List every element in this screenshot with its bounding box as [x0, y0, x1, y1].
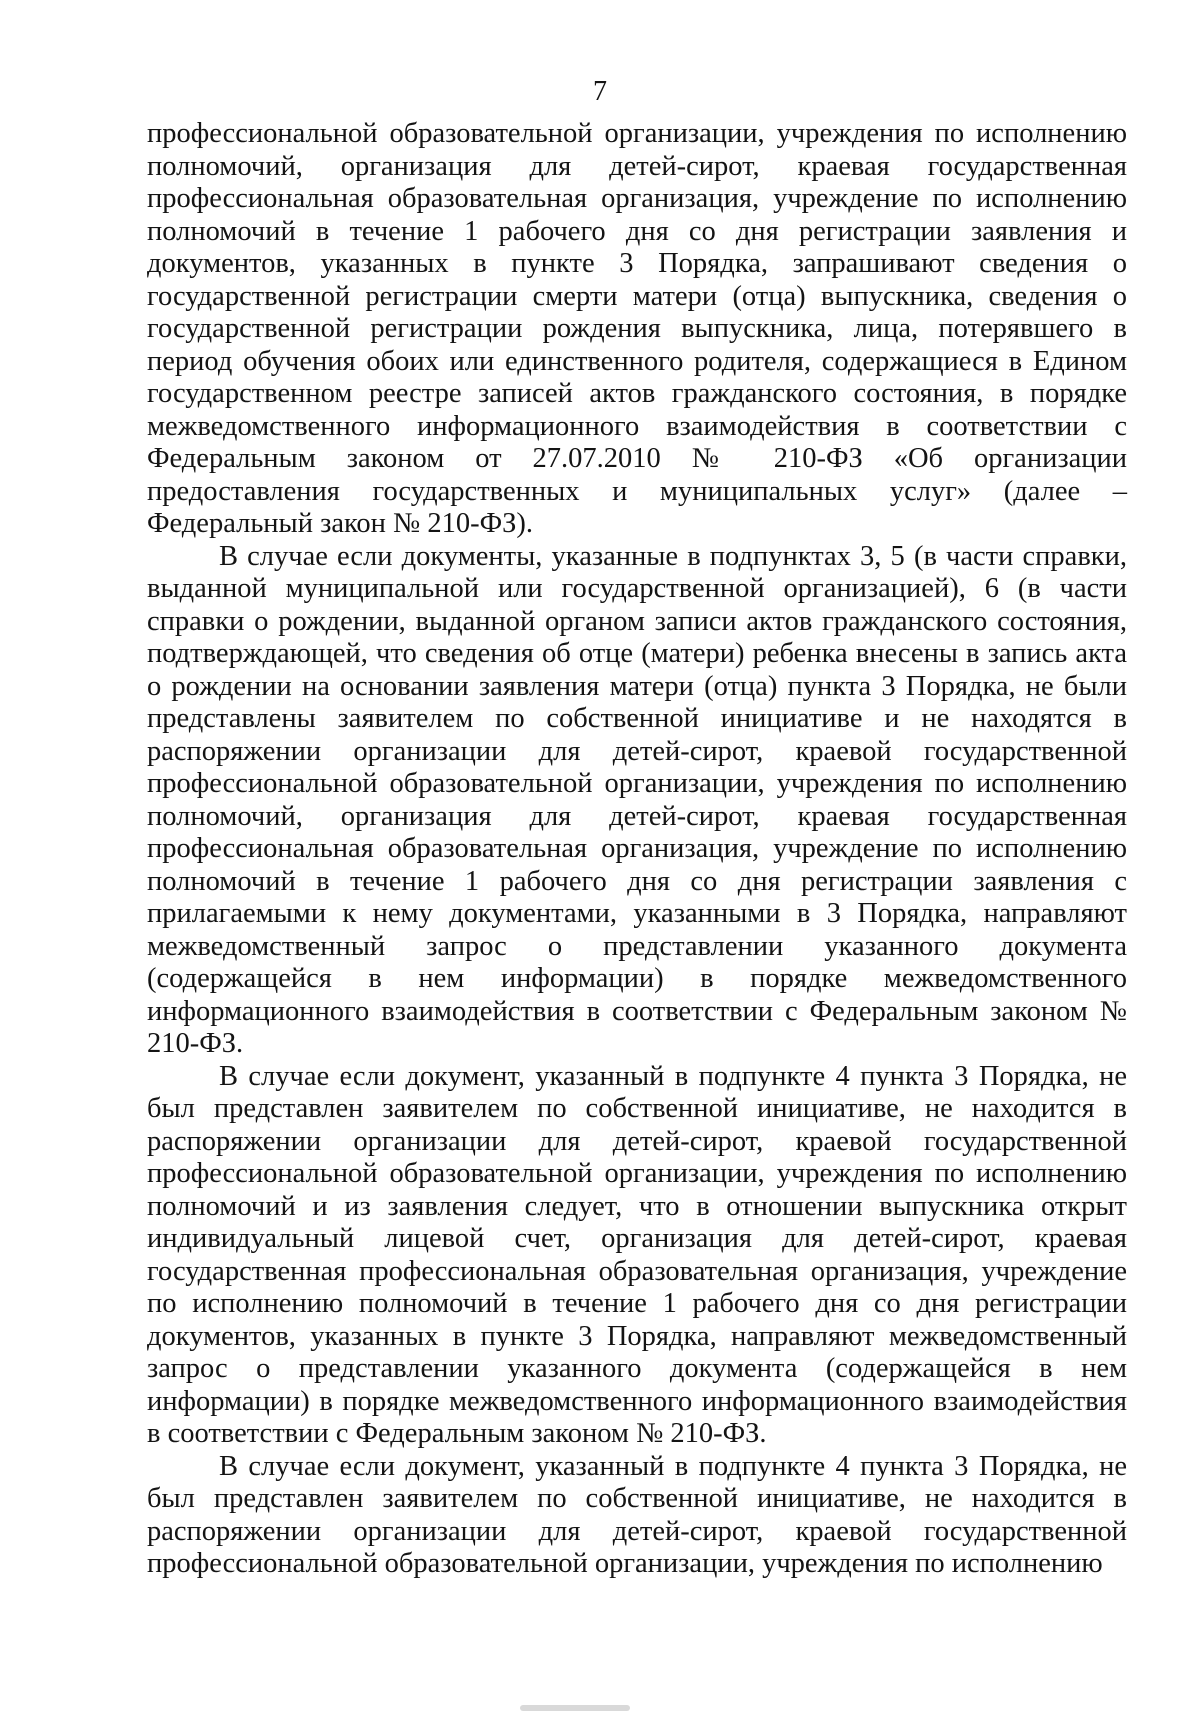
document-body [147, 118, 1127, 1581]
paragraph-personal-account-request: В случае если документ, указанный в подпункте 4 пункта 3 Порядка, не был представлен заявителем по собственной инициативе, не находится в распоряжении организации для детей-сирот, краевой государственной профессиональной образовательной организации, учреждения по исполнению полномочий и из заявления следует, что в отношении выпускника открыт индивидуальный лицевой счет, организация для детей-сирот, краевая государственная профессиональная образовательная организация, учреждение по исполнению полномочий в течение 1 рабочего дня со дня регистрации документов, указанных в пункте 3 Порядка, направляют межведомственный запрос о представлении указанного документа (содержащейся в нем информации) в порядке межведомственного информационного взаимодействия в соответствии с Федеральным законом № 210-ФЗ. [147, 1060, 1127, 1449]
paragraph-subpoint-4-continuation: В случае если документ, указанный в подпункте 4 пункта 3 Порядка, не был представлен заявителем по собственной инициативе, не находится в распоряжении организации для детей-сирот, краевой государственной профессиональной образовательной организации, учреждения по исполнению [147, 1450, 1127, 1579]
paragraph-interagency-request: В случае если документы, указанные в подпунктах 3, 5 (в части справки, выданной муниципальной или государственной организацией), 6 (в части справки о рождении, выданной органом записи актов гражданского состояния, подтверждающей, что сведения об отце (матери) ребенка внесены в запись акта о рождении на основании заявления матери (отца) пункта 3 Порядка, не были представлены заявителем по собственной инициативе и не находятся в распоряжении организации для детей-сирот, краевой государственной профессиональной образовательной организации, учреждения по исполнению полномочий, организация для детей-сирот, краевая государственная профессиональная образовательная организация, учреждение по исполнению полномочий в течение 1 рабочего дня со дня регистрации заявления с прилагаемыми к нему документами, указанными в 3 Порядка, направляют межведомственный запрос о представлении указанного документа (содержащейся в нем информации) в порядке межведомственного информационного взаимодействия в соответствии с Федеральным законом № 210-ФЗ. [147, 540, 1127, 1059]
scan-footer-mark [520, 1705, 630, 1711]
page-number: 7 [593, 76, 607, 107]
paragraph-continuation: профессиональной образовательной организации, учреждения по исполнению полномочий, организация для детей-сирот, краевая государственная профессиональная образовательная организация, учреждение по исполнению полномочий в течение 1 рабочего дня со дня регистрации заявления и документов, указанных в пункте 3 Порядка, запрашивают сведения о государственной регистрации смерти матери (отца) выпускника, сведения о государственной регистрации рождения выпускника, лица, потерявшего в период обучения обоих или единственного родителя, содержащиеся в Едином государственном реестре записей актов гражданского состояния, в порядке межведомственного информационного взаимодействия в соответствии с Федеральным законом от 27.07.2010 № 210-ФЗ «Об организации предоставления государственных и муниципальных услуг» (далее – Федеральный закон № 210-ФЗ). [147, 118, 1127, 539]
